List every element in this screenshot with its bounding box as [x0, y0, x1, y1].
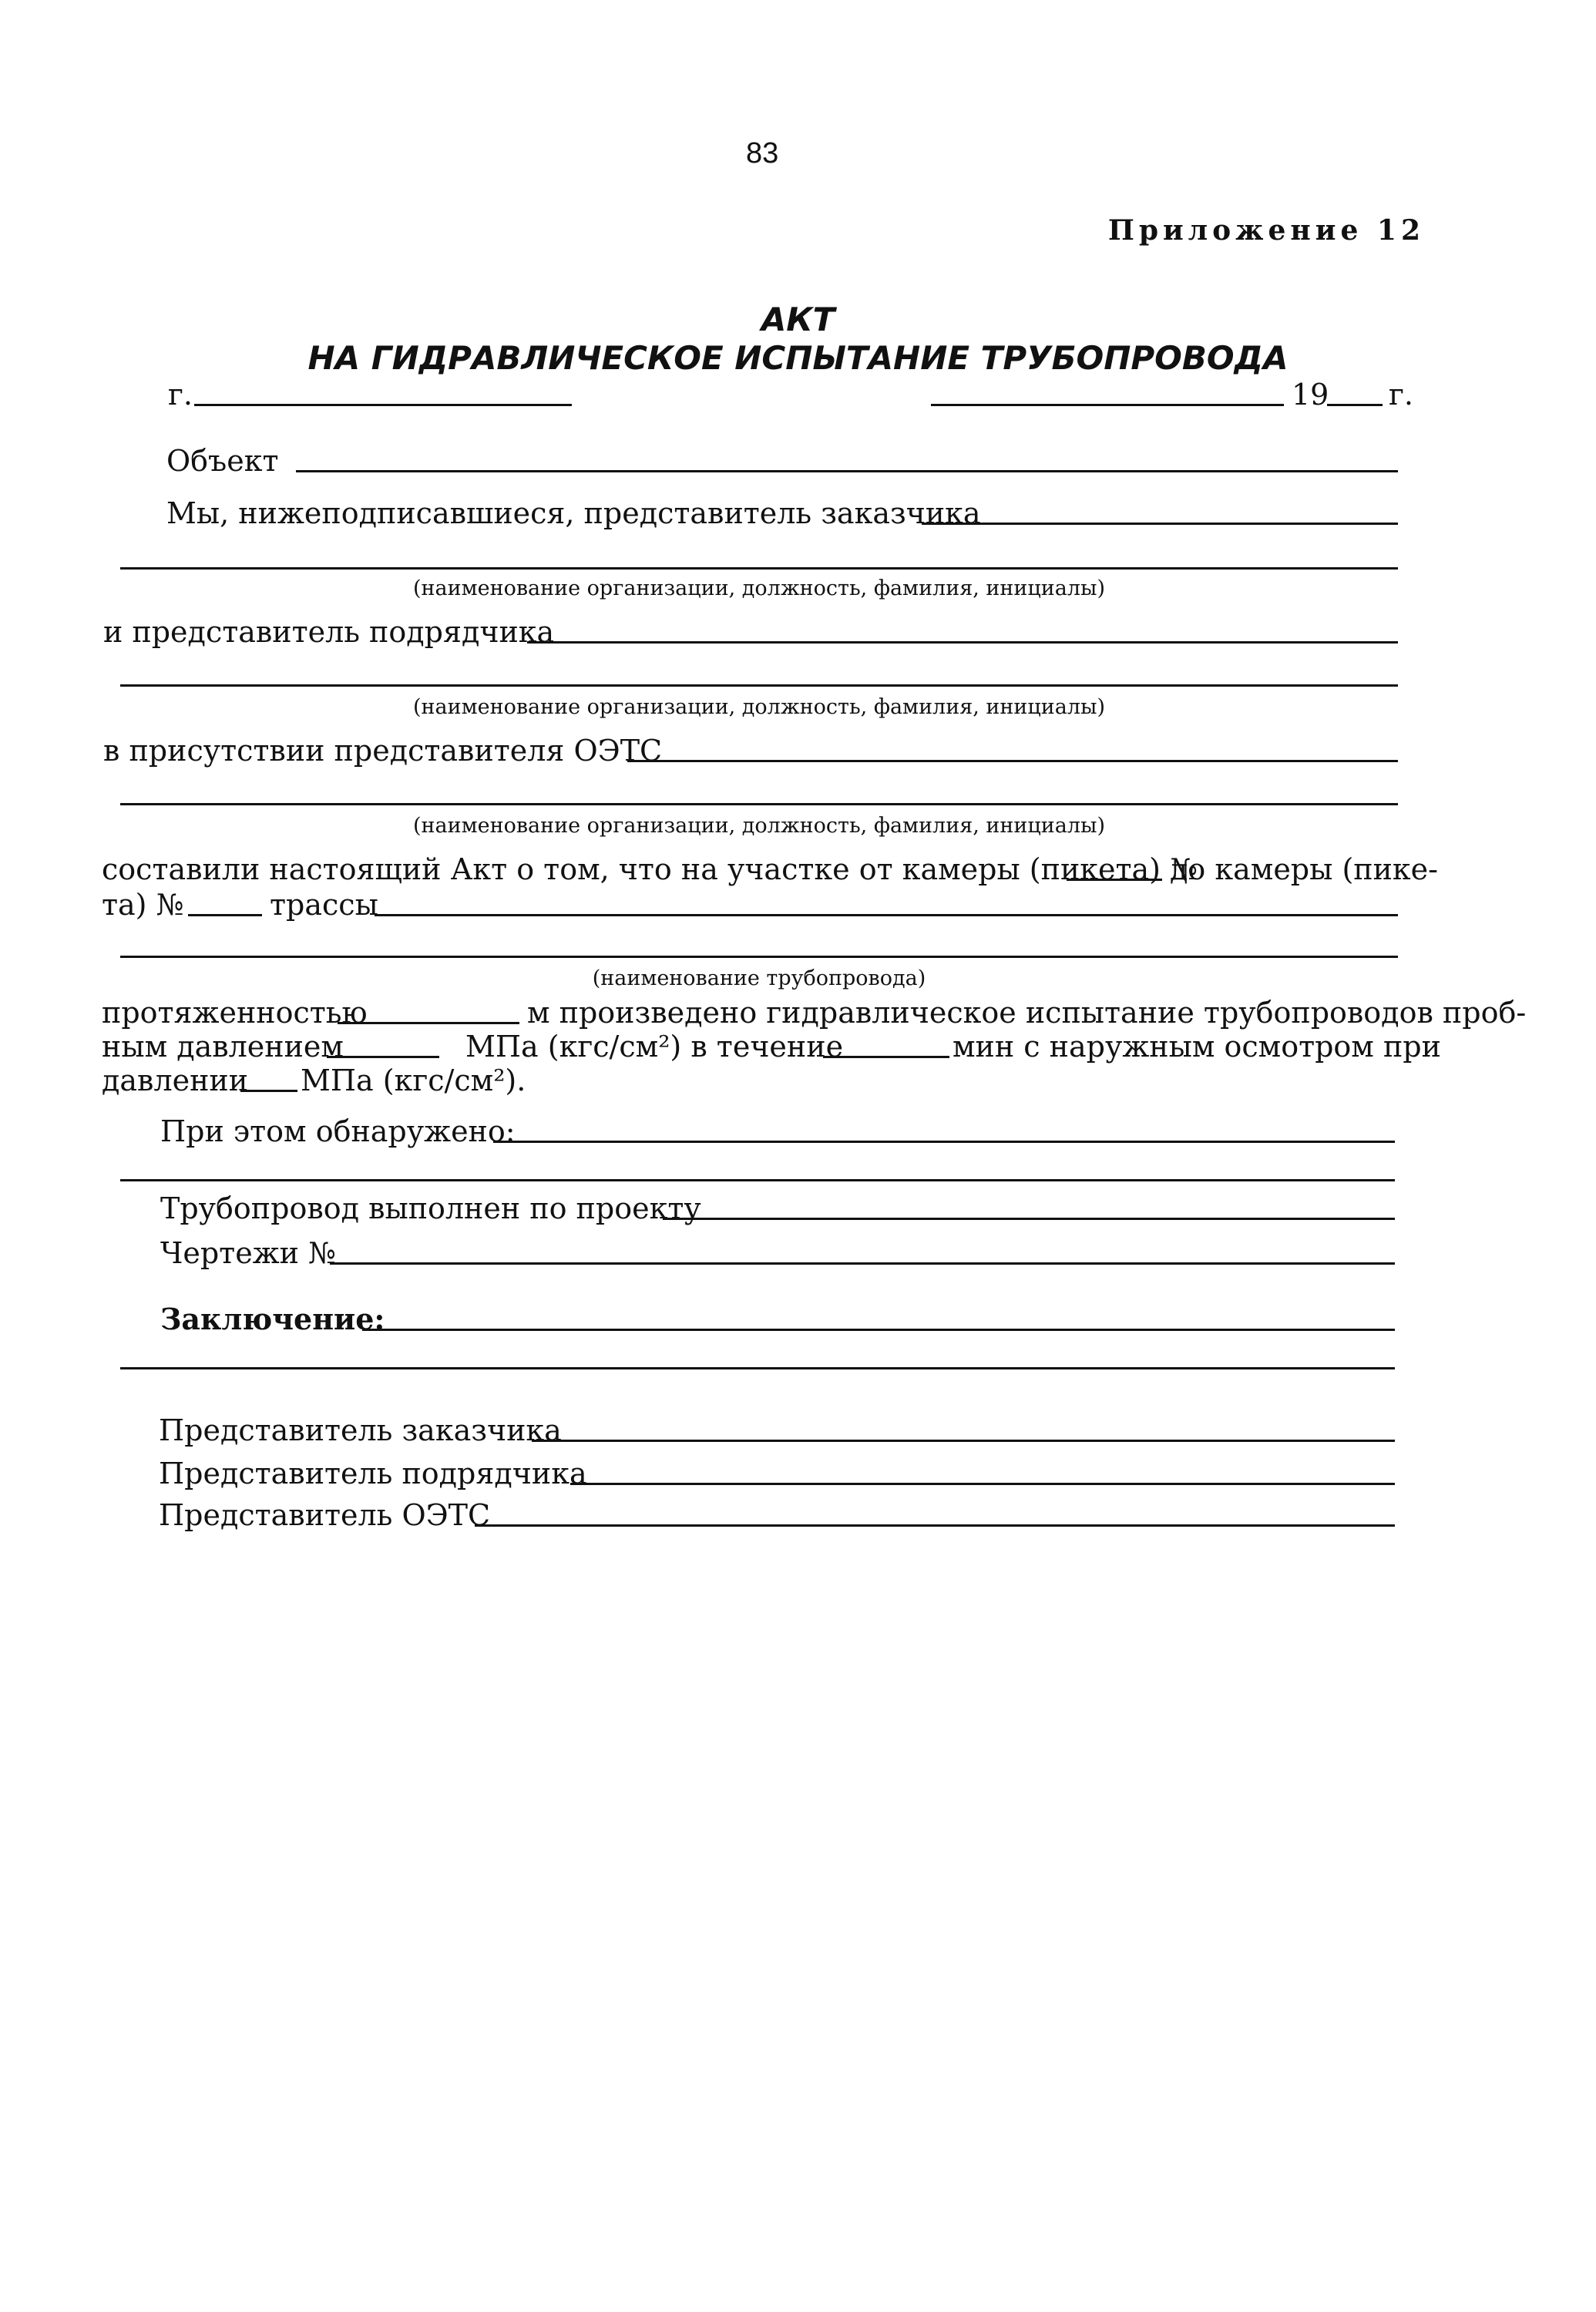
para-line1-b: м произведено гидравлическое испытание трубопроводов проб- — [527, 996, 1527, 1030]
oets-field[interactable] — [627, 760, 1398, 762]
from-chamber-field[interactable] — [1067, 879, 1162, 881]
found-label: При этом обнаружено: — [160, 1114, 516, 1148]
customer-caption: (наименование организации, должность, фамилия, инициалы) — [412, 576, 1106, 600]
body-line2-b: трассы — [270, 888, 378, 922]
para-line2-c: мин с наружным осмотром при — [953, 1030, 1441, 1064]
para-line2-a: ным давлением — [102, 1030, 344, 1064]
sig-customer-field[interactable] — [532, 1440, 1395, 1442]
conclusion-text: Заключение: — [160, 1302, 385, 1336]
test-pressure-field[interactable] — [327, 1056, 439, 1058]
body-line2-a: та) № — [102, 888, 184, 922]
para-line1-a: протяженностью — [102, 996, 368, 1030]
found-field[interactable] — [493, 1141, 1395, 1143]
inspection-pressure-field[interactable] — [240, 1090, 297, 1092]
length-field[interactable] — [338, 1022, 519, 1024]
contractor-field[interactable] — [527, 641, 1398, 644]
conclusion-label — [160, 1302, 385, 1336]
contractor-caption: (наименование организации, должность, фамилия, инициалы) — [412, 695, 1106, 719]
para-line2-b: МПа (кгс/см²) в течение — [465, 1030, 844, 1064]
contractor-label: и представитель подрядчика — [103, 615, 555, 649]
oets-label: в присутствии представителя ОЭТС — [103, 734, 663, 768]
drawings-field[interactable] — [330, 1262, 1395, 1265]
para-line3-a: давлении — [102, 1064, 249, 1097]
route-field[interactable] — [375, 914, 1398, 916]
customer-field-continued[interactable] — [120, 567, 1398, 570]
oets-caption: (наименование организации, должность, фамилия, инициалы) — [412, 814, 1106, 838]
route-field-continued[interactable] — [120, 956, 1398, 958]
document-title: АКТ — [761, 301, 835, 338]
customer-field[interactable] — [922, 523, 1398, 525]
conclusion-field-continued[interactable] — [120, 1367, 1395, 1369]
pipeline-caption: (наименование трубопровода) — [592, 966, 926, 990]
sig-contractor-label: Представитель подрядчика — [159, 1457, 587, 1490]
year-suffix: г. — [1389, 378, 1413, 412]
conclusion-field[interactable] — [362, 1329, 1395, 1331]
sig-contractor-field[interactable] — [570, 1483, 1395, 1485]
year-prefix: 19 — [1292, 378, 1329, 412]
para-line3-b: МПа (кгс/см²). — [301, 1064, 526, 1097]
found-field-continued[interactable] — [120, 1179, 1395, 1181]
city-field[interactable] — [194, 404, 572, 406]
sig-customer-label: Представитель заказчика — [159, 1413, 562, 1447]
to-chamber-field[interactable] — [188, 914, 262, 916]
page-number: 83 — [746, 137, 779, 170]
sig-oets-field[interactable] — [475, 1524, 1395, 1527]
body-line1-a: составили настоящий Акт о том, что на участке от камеры (пикета) № — [102, 852, 1198, 886]
project-label: Трубопровод выполнен по проекту — [160, 1191, 701, 1225]
drawings-label: Чертежи № — [160, 1236, 337, 1270]
project-field[interactable] — [663, 1218, 1395, 1220]
sig-oets-label: Представитель ОЭТС — [159, 1498, 491, 1532]
object-field[interactable] — [296, 470, 1398, 472]
contractor-field-continued[interactable] — [120, 684, 1398, 687]
customer-label: Мы, нижеподписавшиеся, представитель заказчика — [166, 496, 981, 530]
object-label: Объект — [166, 444, 279, 478]
city-prefix: г. — [168, 378, 193, 412]
body-line1-b: до камеры (пике- — [1170, 852, 1439, 886]
date-field[interactable] — [931, 404, 1284, 406]
year-field[interactable] — [1327, 404, 1383, 406]
document-subtitle: НА ГИДРАВЛИЧЕСКОЕ ИСПЫТАНИЕ ТРУБОПРОВОДА — [307, 339, 1289, 377]
duration-field[interactable] — [823, 1056, 949, 1058]
appendix-label: Приложение 12 — [1107, 214, 1425, 247]
oets-field-continued[interactable] — [120, 803, 1398, 805]
